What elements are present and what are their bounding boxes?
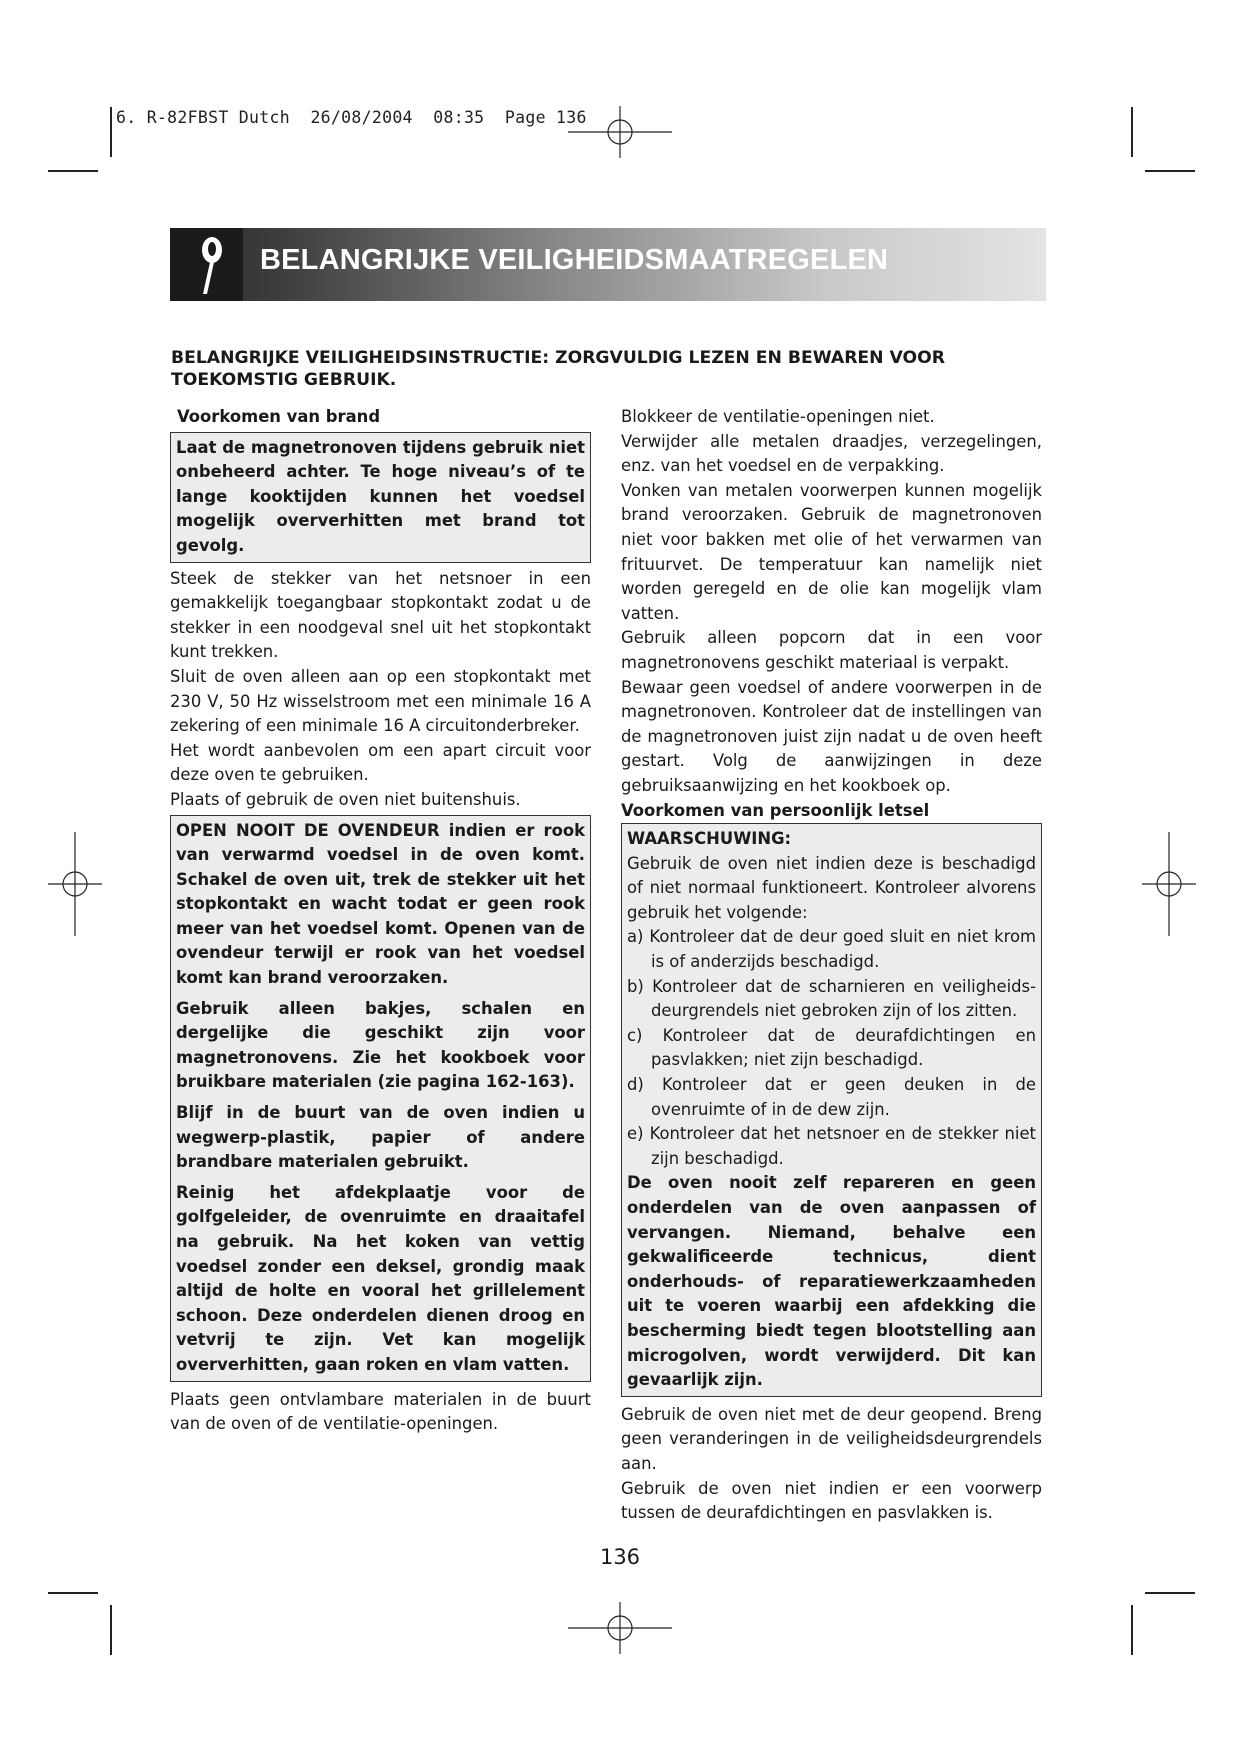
paragraph: Het wordt aanbevolen om een apart circuit voor deze oven te gebruiken.: [170, 740, 591, 785]
page-title: BELANGRIJKE VEILIGHEIDSMAATREGELEN: [260, 244, 889, 276]
paragraph: Blokkeer de ventilatie-openingen niet.: [621, 407, 935, 426]
paragraph: Steek de stekker van het netsnoer in een gemakkelijk toegangbaar stopkontakt zodat u de stekker in een noodgeval snel uit het stopkontakt kunt trekken.: [170, 568, 591, 662]
warning-box-smoke: [170, 815, 591, 1382]
printer-slug: 6. R-82FBST Dutch 26/08/2004 08:35 Page 136: [116, 108, 587, 127]
box-text: Gebruik alleen bakjes, schalen en dergelijke die geschikt zijn voor magnetronovens. Zie het kookboek voor bruikbare materialen (zie pagina 162-163).: [176, 998, 585, 1092]
box-text: Blijf in de buurt van de oven indien u wegwerp-plastik, papier of andere brandbare materialen gebruikt.: [176, 1103, 585, 1172]
warning-box-damage: [621, 823, 1042, 1397]
paragraph: Vonken van metalen voorwerpen kunnen mogelijk brand veroorzaken. Gebruik de magnetronoven niet voor bakken met olie of het verwarmen van frituurvet. De temperatuur kan namelijk niet worden geregeld en de olie kan mogelijk vlam vatten.: [621, 480, 1042, 623]
registration-mark-bottom: [568, 1602, 672, 1654]
list-item: e) Kontroleer dat het netsnoer en de stekker niet zijn beschadigd.: [627, 1124, 1036, 1168]
paragraph: Gebruik de oven niet indien er een voorwerp tussen de deurafdichtingen en pasvlakken is.: [621, 1478, 1042, 1523]
paragraph: Sluit de oven alleen aan op een stopkontakt met 230 V, 50 Hz wisselstroom met een minimale 16 A zekering of een minimale 16 A circuitonderbreker.: [170, 666, 591, 736]
box-text: OPEN NOOIT DE OVENDEUR indien er rook van verwarmd voedsel in de oven komt. Schakel de oven uit, trek de stekker uit het stopkontakt en wacht todat er geen rook meer van het voedsel komt. Openen van de ovendeur terwijl er rook van het voedsel komt kan brand veroorzaken.: [176, 820, 585, 988]
list-item: b) Kontroleer dat de scharnieren en veiligheids-deurgrendels niet gebroken zijn of los zitten.: [627, 976, 1036, 1021]
paragraph: Gebruik alleen popcorn dat in een voor magnetronovens geschikt materiaal is verpakt.: [621, 628, 1042, 672]
paragraph: Gebruik de oven niet met de deur geopend. Breng geen veranderingen in de veiligheidsdeurgrendels aan.: [621, 1404, 1042, 1473]
list-item: a) Kontroleer dat de deur goed sluit en niet krom is of anderzijds beschadigd.: [627, 927, 1036, 972]
paragraph: Plaats of gebruik de oven niet buitenshuis.: [170, 789, 521, 809]
warning-intro: Gebruik de oven niet indien deze is beschadigd of niet normaal funktioneert. Kontroleer alvorens gebruik het volgende:: [627, 853, 1036, 922]
page-number: 136: [599, 1545, 641, 1569]
injury-prevention-heading: Voorkomen van persoonlijk letsel: [621, 800, 930, 820]
list-item: d) Kontroleer dat er geen deuken in de ovenruimte of in de dew zijn.: [627, 1075, 1036, 1119]
box-text: Laat de magnetronoven tijdens gebruik niet onbeheerd achter. Te hoge niveau’s of te lange kooktijden kunnen het voedsel mogelijk oververhitten met brand tot gevolg.: [176, 437, 585, 555]
warning-box-unattended: [170, 432, 591, 563]
paragraph: Bewaar geen voedsel of andere voorwerpen in de magnetronoven. Kontroleer dat de instellingen van de magnetronoven juist zijn nadat u de oven heeft gestart. Volg de aanwijzingen in deze gebruiksaanwijzing en het kookboek op.: [621, 677, 1042, 795]
registration-mark-left: [48, 832, 102, 936]
right-column: [621, 405, 1042, 1526]
check-list: [627, 925, 1036, 1171]
pin-icon: [170, 228, 243, 301]
intro-instruction: BELANGRIJKE VEILIGHEIDSINSTRUCTIE: ZORGVULDIG LEZEN EN BEWAREN VOOR TOEKOMSTIG GEBRUIK.: [171, 348, 945, 390]
warning-title: WAARSCHUWING:: [627, 829, 792, 849]
paragraph: Verwijder alle metalen draadjes, verzegelingen, enz. van het voedsel en de verpakking.: [621, 431, 1042, 476]
left-column: [170, 405, 591, 1437]
section-banner: [170, 228, 1046, 301]
registration-mark-top: [568, 106, 672, 158]
fire-prevention-heading: Voorkomen van brand: [177, 407, 381, 426]
box-text: Reinig het afdekplaatje voor de golfgeleider, de ovenruimte en draaitafel na gebruik. Na het koken van vettig voedsel zonder een deksel, grondig maak altijd de holte en vooral het grillelement schoon. Deze onderdelen dienen droog en vetvrij te zijn. Vet kan mogelijk oververhitten, gaan roken en vlam vatten.: [176, 1182, 585, 1374]
paragraph: Plaats geen ontvlambare materialen in de buurt van de oven of de ventilatie-openingen.: [170, 1389, 591, 1434]
list-item: c) Kontroleer dat de deurafdichtingen en pasvlakken; niet zijn beschadigd.: [627, 1025, 1036, 1070]
registration-mark-right: [1142, 832, 1196, 936]
warning-repair-text: De oven nooit zelf repareren en geen onderdelen van de oven aanpassen of vervangen. Niemand, behalve een gekwalificeerde technicus, dient onderhouds- of reparatiewerkzaamheden uit te voeren waarbij een afdekking die bescherming biedt tegen blootstelling aan microgolven, wordt verwijderd. Dit kan gevaarlijk zijn.: [627, 1173, 1036, 1390]
